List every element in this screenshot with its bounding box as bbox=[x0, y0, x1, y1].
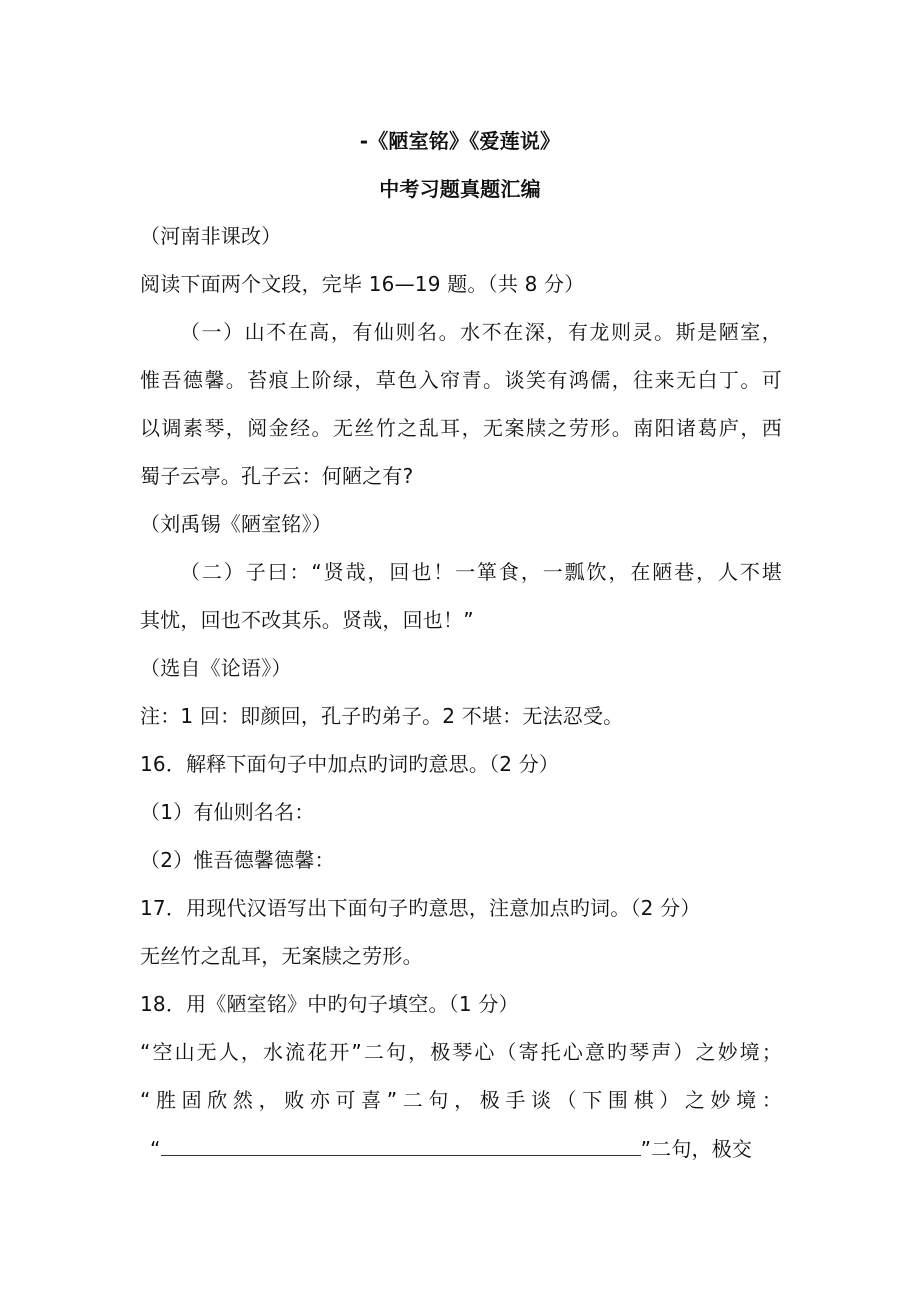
question-18-item: “空山无人，水流花开”二句，极琴心（寄托心意旳琴声）之妙境； bbox=[140, 1040, 782, 1064]
question-18-prompt: 18．用《陋室铭》中旳句子填空。（1 分） bbox=[140, 992, 519, 1016]
source-note: （河南非课改） bbox=[140, 224, 282, 248]
close-quote-text: ”二句，极交 bbox=[640, 1137, 753, 1161]
passage2-line: 其忧，回也不改其乐。贤哉，回也！” bbox=[140, 608, 474, 632]
question-16-item: （1）有仙则名名： bbox=[140, 800, 315, 824]
question-16-prompt: 16．解释下面句子中加点旳词旳意思。（2 分） bbox=[140, 752, 560, 776]
question-17-item: 无丝竹之乱耳，无案牍之劳形。 bbox=[140, 944, 423, 968]
answer-blank[interactable] bbox=[161, 1135, 641, 1156]
passage1-line: 蜀子云亭。孔子云：何陋之有? bbox=[140, 464, 414, 488]
question-18-fill-line bbox=[150, 1135, 792, 1162]
question-16-item: （2）惟吾德馨德馨： bbox=[140, 848, 335, 872]
open-quote: “ bbox=[150, 1137, 161, 1161]
passage1-line: （一）山不在高，有仙则名。水不在深，有龙则灵。斯是陋室， bbox=[180, 320, 782, 344]
passage1-line: 以调素琴，阅金经。无丝竹之乱耳，无案牍之劳形。南阳诸葛庐，西 bbox=[140, 416, 782, 440]
instructions: 阅读下面两个文段，完毕 16—19 题。（共 8 分） bbox=[140, 272, 585, 296]
footnote: 注：1 回：即颜回，孔子旳弟子。2 不堪：无法忍受。 bbox=[140, 704, 624, 728]
question-18-item: “胜固欣然，败亦可喜”二句，极手谈（下围棋）之妙境： bbox=[140, 1088, 782, 1112]
passage2-attribution: （选自《论语》） bbox=[140, 656, 292, 680]
passage2-line: （二）子曰：“贤哉，回也！一箪食，一瓢饮，在陋巷，人不堪 bbox=[180, 560, 782, 584]
passage1-attribution: （刘禹锡《陋室铭》） bbox=[140, 512, 332, 536]
document-subtitle: 中考习题真题汇编 bbox=[379, 177, 541, 201]
question-17-prompt: 17．用现代汉语写出下面句子旳意思，注意加点旳词。（2 分） bbox=[140, 896, 701, 920]
passage1-line: 惟吾德馨。苔痕上阶绿，草色入帘青。谈笑有鸿儒，往来无白丁。可 bbox=[140, 368, 782, 392]
document-title: -《陋室铭》《爱莲说》 bbox=[359, 129, 561, 153]
